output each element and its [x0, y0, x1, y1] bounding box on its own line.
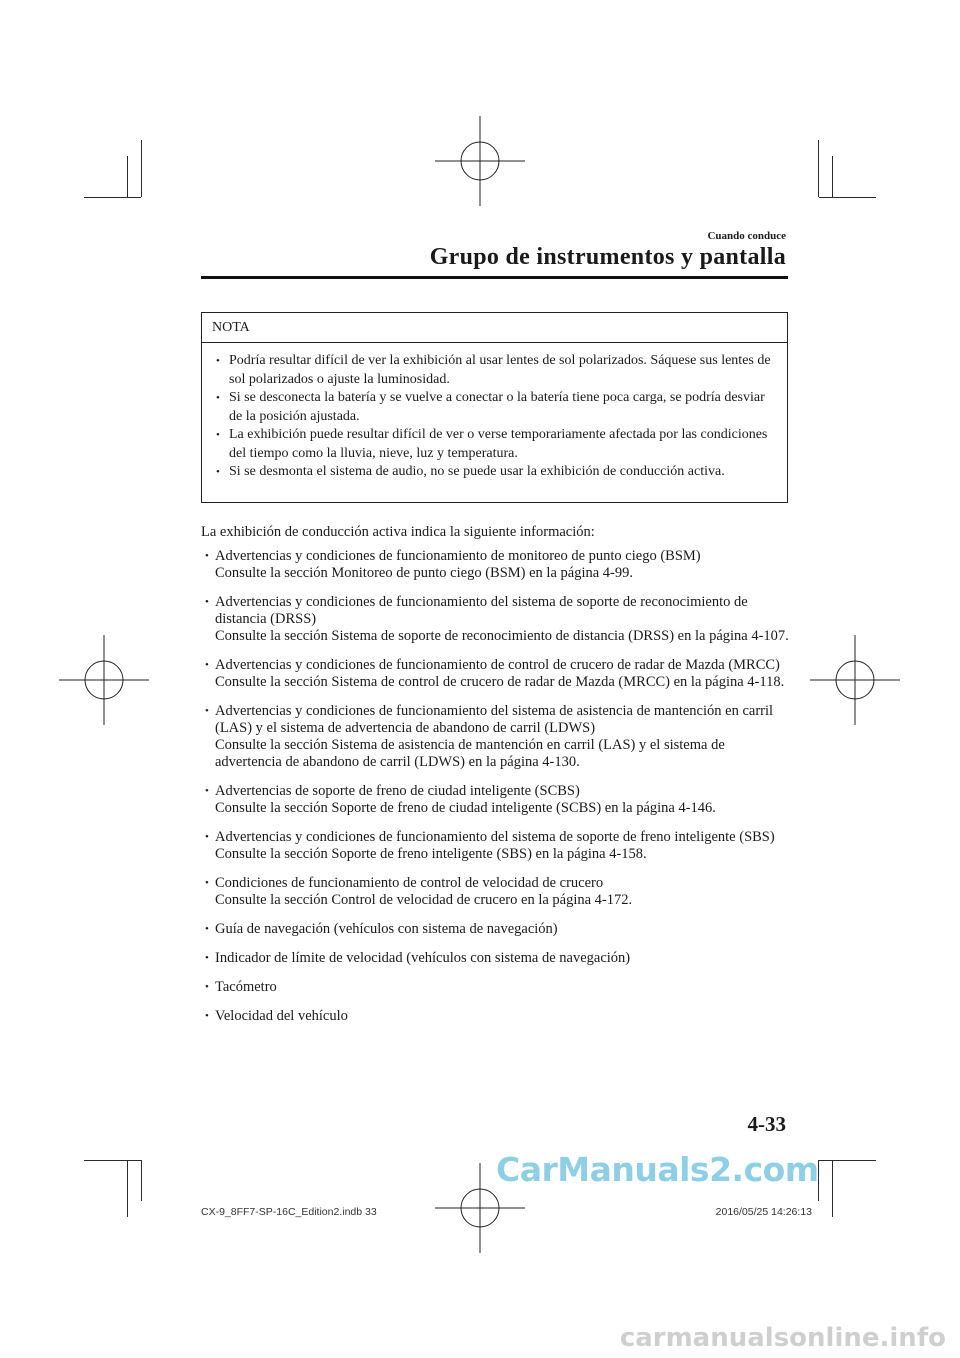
list-item	[201, 594, 791, 645]
section-label: Cuando conduce	[707, 230, 786, 242]
list-item	[201, 783, 791, 817]
crop-mark	[127, 1160, 128, 1217]
crop-mark	[818, 140, 819, 197]
list-item	[201, 921, 791, 938]
item-text: Guía de navegación (vehículos con sistema de navegación)	[215, 921, 558, 937]
note-box	[201, 312, 788, 503]
registration-mark-top	[435, 116, 525, 206]
item-text: Advertencias y condiciones de funcionamiento del sistema de asistencia de mantención en carril (LAS) y el sistema de advertencia de abandono de carril (LDWS)	[215, 703, 774, 736]
crop-mark	[819, 197, 876, 198]
list-item	[201, 703, 791, 771]
note-list	[202, 343, 787, 482]
list-item	[201, 875, 791, 909]
watermark-logo: CarManuals2.com	[496, 1150, 819, 1189]
item-text: Advertencias y condiciones de funcionamiento de monitoreo de punto ciego (BSM)	[215, 548, 701, 564]
file-info: CX-9_8FF7-SP-16C_Edition2.indb 33	[201, 1206, 377, 1218]
list-item	[201, 548, 791, 582]
item-text: Indicador de límite de velocidad (vehículos con sistema de navegación)	[215, 950, 631, 966]
page-number: 4-33	[747, 1112, 786, 1136]
crop-mark	[141, 140, 142, 197]
list-item	[201, 829, 791, 863]
registration-mark-right	[810, 635, 900, 725]
item-text: Advertencias y condiciones de funcionamiento de control de crucero de radar de Mazda (MRCC)	[215, 657, 780, 673]
intro-paragraph: La exhibición de conducción activa indica la siguiente información:	[201, 524, 595, 540]
site-watermark: carmanualsonline.info	[619, 1323, 946, 1353]
note-heading: NOTA	[202, 313, 787, 343]
item-text: Advertencias de soporte de freno de ciudad inteligente (SCBS)	[215, 783, 580, 799]
list-item	[201, 979, 791, 996]
item-text: Advertencias y condiciones de funcionamiento del sistema de soporte de freno inteligente (SBS)	[215, 829, 775, 845]
crop-mark	[832, 1160, 833, 1217]
header-divider	[201, 276, 788, 279]
registration-mark-left	[59, 635, 149, 725]
crop-mark	[819, 1160, 876, 1161]
crop-mark	[84, 197, 141, 198]
crop-mark	[127, 156, 128, 197]
item-text: Advertencias y condiciones de funcionamiento del sistema de soporte de reconocimiento de distancia (DRSS)	[215, 594, 748, 627]
item-reference: Consulte la sección Monitoreo de punto ciego (BSM) en la página 4-99.	[215, 565, 633, 581]
item-reference: Consulte la sección Soporte de freno de ciudad inteligente (SCBS) en la página 4-146.	[215, 800, 716, 816]
crop-mark	[141, 1160, 142, 1201]
item-reference: Consulte la sección Sistema de asistencia de mantención en carril (LAS) y el sistema de advertencia de abandono de carril (LDWS) en la página 4-130.	[215, 737, 725, 770]
note-item: • La exhibición puede resultar difícil de ver o verse temporariamente afectada por las condiciones del tiempo como la lluvia, nieve, luz y temperatura.	[216, 426, 779, 463]
note-item: • Si se desmonta el sistema de audio, no se puede usar la exhibición de conducción activa.	[216, 463, 779, 482]
print-timestamp: 2016/05/25 14:26:13	[715, 1206, 812, 1218]
list-item	[201, 657, 791, 691]
item-text: Velocidad del vehículo	[215, 1008, 348, 1024]
crop-mark	[832, 156, 833, 197]
item-text: Tacómetro	[215, 979, 277, 995]
info-list	[201, 548, 791, 1037]
crop-mark	[84, 1160, 141, 1161]
list-item	[201, 1008, 791, 1025]
item-reference: Consulte la sección Sistema de soporte de reconocimiento de distancia (DRSS) en la página 4-107.	[215, 628, 789, 644]
item-reference: Consulte la sección Control de velocidad de crucero en la página 4-172.	[215, 892, 633, 908]
item-text: Condiciones de funcionamiento de control de velocidad de crucero	[215, 875, 604, 891]
page-title: Grupo de instrumentos y pantalla	[429, 244, 786, 270]
note-item: • Si se desconecta la batería y se vuelve a conectar o la batería tiene poca carga, se podría desviar de la posición ajustada.	[216, 389, 779, 426]
item-reference: Consulte la sección Soporte de freno inteligente (SBS) en la página 4-158.	[215, 846, 647, 862]
item-reference: Consulte la sección Sistema de control de crucero de radar de Mazda (MRCC) en la página 4-118.	[215, 674, 785, 690]
list-item	[201, 950, 791, 967]
note-item: • Podría resultar difícil de ver la exhibición al usar lentes de sol polarizados. Sáquese sus lentes de sol polarizados o ajuste la luminosidad.	[216, 352, 779, 389]
